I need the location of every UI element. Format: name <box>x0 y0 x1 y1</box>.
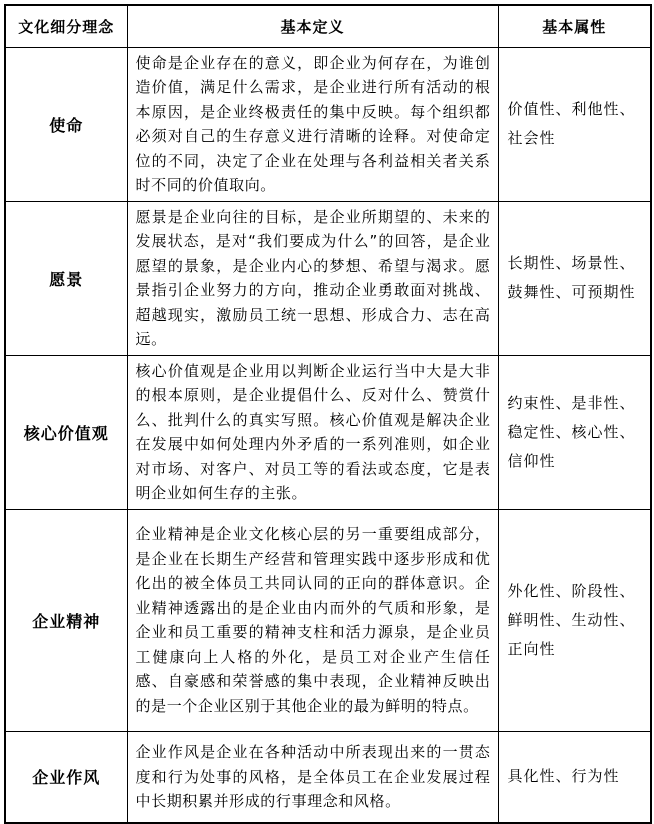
concept-label: 使命 <box>5 47 127 201</box>
attributes-text: 约束性、是非性、稳定性、核心性、信仰性 <box>498 355 651 509</box>
definition-text: 企业精神是企业文化核心层的另一重要组成部分，是企业在长期生产经营和管理实践中逐步形成和优化出的被全体员工共同认同的正向的群体意识。企业精神透露出的是企业由内而外的气质和形象，是企业和员工重要的精神支柱和活力源泉，是企业员工健康向上人格的外化，是员工对企业产生信任感、自豪感和荣誉感的集中表现，企业精神反映出的是一个企业区别于其他企业的最为鲜明的特点。 <box>127 509 498 731</box>
table-row-core-values <box>5 355 651 509</box>
table-row-vision <box>5 201 651 355</box>
definition-text: 愿景是企业向往的目标，是企业所期望的、未来的发展状态，是对“我们要成为什么”的回答，是企业愿望的景象，是企业内心的梦想、希望与渴求。愿景指引企业努力的方向，推动企业勇敢面对挑战、超越现实，激励员工统一思想、形成合力、志在高远。 <box>127 201 498 355</box>
definition-text: 核心价值观是企业用以判断企业运行当中大是大非的根本原则，是企业提倡什么、反对什么、赞赏什么、批判什么的真实写照。核心价值观是解决企业在发展中如何处理内外矛盾的一系列准则，如企业对市场、对客户、对员工等的看法或态度，它是表明企业如何生存的主张。 <box>127 355 498 509</box>
column-header-concept: 文化细分理念 <box>5 5 127 47</box>
table-row-mission <box>5 47 651 201</box>
concept-label: 企业精神 <box>5 509 127 731</box>
definition-text: 企业作风是企业在各种活动中所表现出来的一贯态度和行为处事的风格，是全体员工在企业发展过程中长期积累并形成的行事理念和风格。 <box>127 731 498 823</box>
attributes-text: 具化性、行为性 <box>498 731 651 823</box>
concept-label: 企业作风 <box>5 731 127 823</box>
culture-concepts-table <box>4 4 652 824</box>
table-row-enterprise-spirit <box>5 509 651 731</box>
table-row-enterprise-style <box>5 731 651 823</box>
attributes-text: 外化性、阶段性、鲜明性、生动性、正向性 <box>498 509 651 731</box>
column-header-attributes: 基本属性 <box>498 5 651 47</box>
column-header-definition: 基本定义 <box>127 5 498 47</box>
concept-label: 愿景 <box>5 201 127 355</box>
concept-label: 核心价值观 <box>5 355 127 509</box>
table-header-row <box>5 5 651 47</box>
attributes-text: 价值性、利他性、社会性 <box>498 47 651 201</box>
attributes-text: 长期性、场景性、鼓舞性、可预期性 <box>498 201 651 355</box>
definition-text: 使命是企业存在的意义，即企业为何存在，为谁创造价值，满足什么需求，是企业进行所有活动的根本原因，是企业终极责任的集中反映。每个组织都必须对自己的生存意义进行清晰的诠释。对使命定位的不同，决定了企业在处理与各利益相关者关系时不同的价值取向。 <box>127 47 498 201</box>
